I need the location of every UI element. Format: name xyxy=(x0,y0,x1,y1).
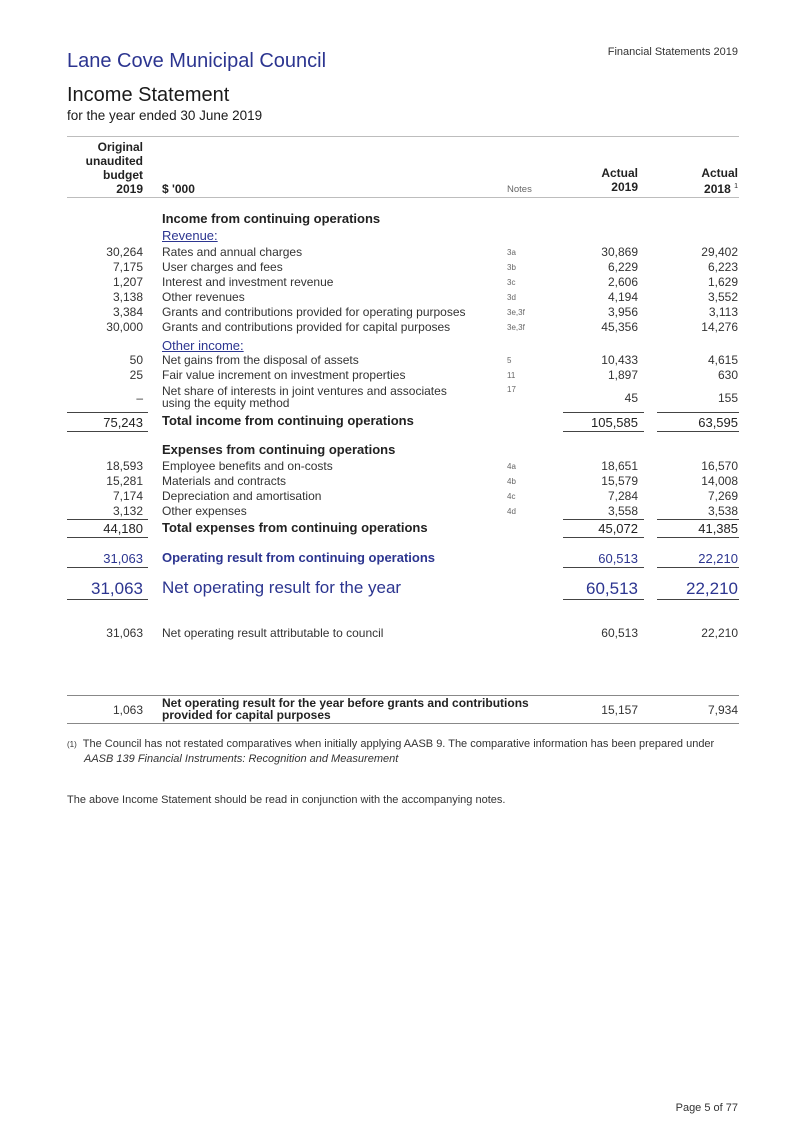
total-income-row: 75,243 Total income from continuing operations 105,585 63,595 xyxy=(103,413,738,430)
rule xyxy=(657,567,739,568)
rule xyxy=(563,537,644,538)
rule xyxy=(657,537,739,538)
rule xyxy=(657,519,739,520)
rule xyxy=(67,537,148,538)
document-header: Financial Statements 2019 xyxy=(607,46,738,58)
rule xyxy=(67,567,148,568)
rule xyxy=(67,723,739,724)
before-grants-label: Net operating result for the year before grants and contributions provided for capital purposes xyxy=(162,696,529,722)
rule xyxy=(67,412,148,413)
rule xyxy=(67,431,148,432)
table-row: 3,384 Grants and contributions provided for operating purposes 3e,3f 3,956 3,113 xyxy=(112,305,738,319)
rule xyxy=(563,431,644,432)
operating-result-row: 31,063 Operating result from continuing operations 60,513 22,210 xyxy=(103,550,738,566)
rule xyxy=(563,599,644,600)
rule xyxy=(657,412,739,413)
table-row: 30,000 Grants and contributions provided for capital purposes 3e,3f 45,356 14,276 xyxy=(106,320,738,334)
footnote: $^{(1)}$ The Council has not restated comparatives when initially applying AASB 9. The comparative information has been prepared under AASB 139 Financial Instruments: Recognition and Measurement xyxy=(67,738,715,765)
rule xyxy=(563,412,644,413)
table-row: 3,132 Other expenses 4d 3,558 3,538 xyxy=(112,504,738,518)
council-name: Lane Cove Municipal Council xyxy=(67,50,327,72)
statement-title: Income Statement xyxy=(67,84,230,106)
rule xyxy=(67,599,148,600)
table-row: 3,138 Other revenues 3d 4,194 3,552 xyxy=(112,290,738,304)
table-row-equity-method: – 45 155 xyxy=(136,391,738,405)
column-header-budget: Original unaudited budget 2019 xyxy=(85,140,143,196)
rule xyxy=(563,567,644,568)
equity-method-note: 17 xyxy=(507,385,516,394)
conjunction-note: The above Income Statement should be read in conjunction with the accompanying notes. xyxy=(67,794,506,806)
table-row: 30,264 Rates and annual charges 3a 30,869 29,402 xyxy=(106,245,738,259)
table-row: 1,207 Interest and investment revenue 3c 2,606 1,629 xyxy=(112,275,738,289)
footnote-ref: 1 xyxy=(734,183,738,190)
table-row: 18,593 Employee benefits and on-costs 4a 18,651 16,570 xyxy=(106,459,738,473)
page-number: Page 5 of 77 xyxy=(675,1102,738,1114)
rule xyxy=(67,519,148,520)
attributable-row: 31,063 Net operating result attributable to council 60,513 22,210 xyxy=(106,626,738,640)
rule xyxy=(657,599,739,600)
statement-period: for the year ended 30 June 2019 xyxy=(67,108,263,123)
equity-method-label: Net share of interests in joint ventures and associates using the equity method xyxy=(162,384,447,410)
table-row: 25 Fair value increment on investment properties 11 1,897 630 xyxy=(129,368,738,382)
net-result-row: 31,063 Net operating result for the year 60,513 22,210 xyxy=(91,578,738,598)
table-row: 7,175 User charges and fees 3b 6,229 6,223 xyxy=(112,260,738,274)
revenue-subheading: Revenue: xyxy=(162,228,218,243)
table-top-rule xyxy=(67,136,739,137)
rule xyxy=(657,431,739,432)
header-bottom-rule xyxy=(67,197,739,198)
before-grants-row: 1,063 15,157 7,934 xyxy=(112,703,738,717)
column-header-unit: $ '000 xyxy=(162,182,195,196)
rule xyxy=(563,519,644,520)
other-income-subheading: Other income: xyxy=(162,338,244,353)
column-header-actual-2019: Actual 2019 xyxy=(601,166,638,194)
expenses-heading: Expenses from continuing operations xyxy=(162,442,396,457)
total-expenses-row: 44,180 Total expenses from continuing operations 45,072 41,385 xyxy=(103,520,738,536)
table-row: 7,174 Depreciation and amortisation 4c 7,284 7,269 xyxy=(112,489,738,503)
income-heading: Income from continuing operations xyxy=(162,211,381,226)
column-header-actual-2018: Actual 2018 $^1$ xyxy=(701,166,738,196)
table-row: 50 Net gains from the disposal of assets 5 10,433 4,615 xyxy=(129,353,738,367)
column-header-notes: Notes xyxy=(507,184,532,195)
table-row: 15,281 Materials and contracts 4b 15,579 14,008 xyxy=(106,474,738,488)
